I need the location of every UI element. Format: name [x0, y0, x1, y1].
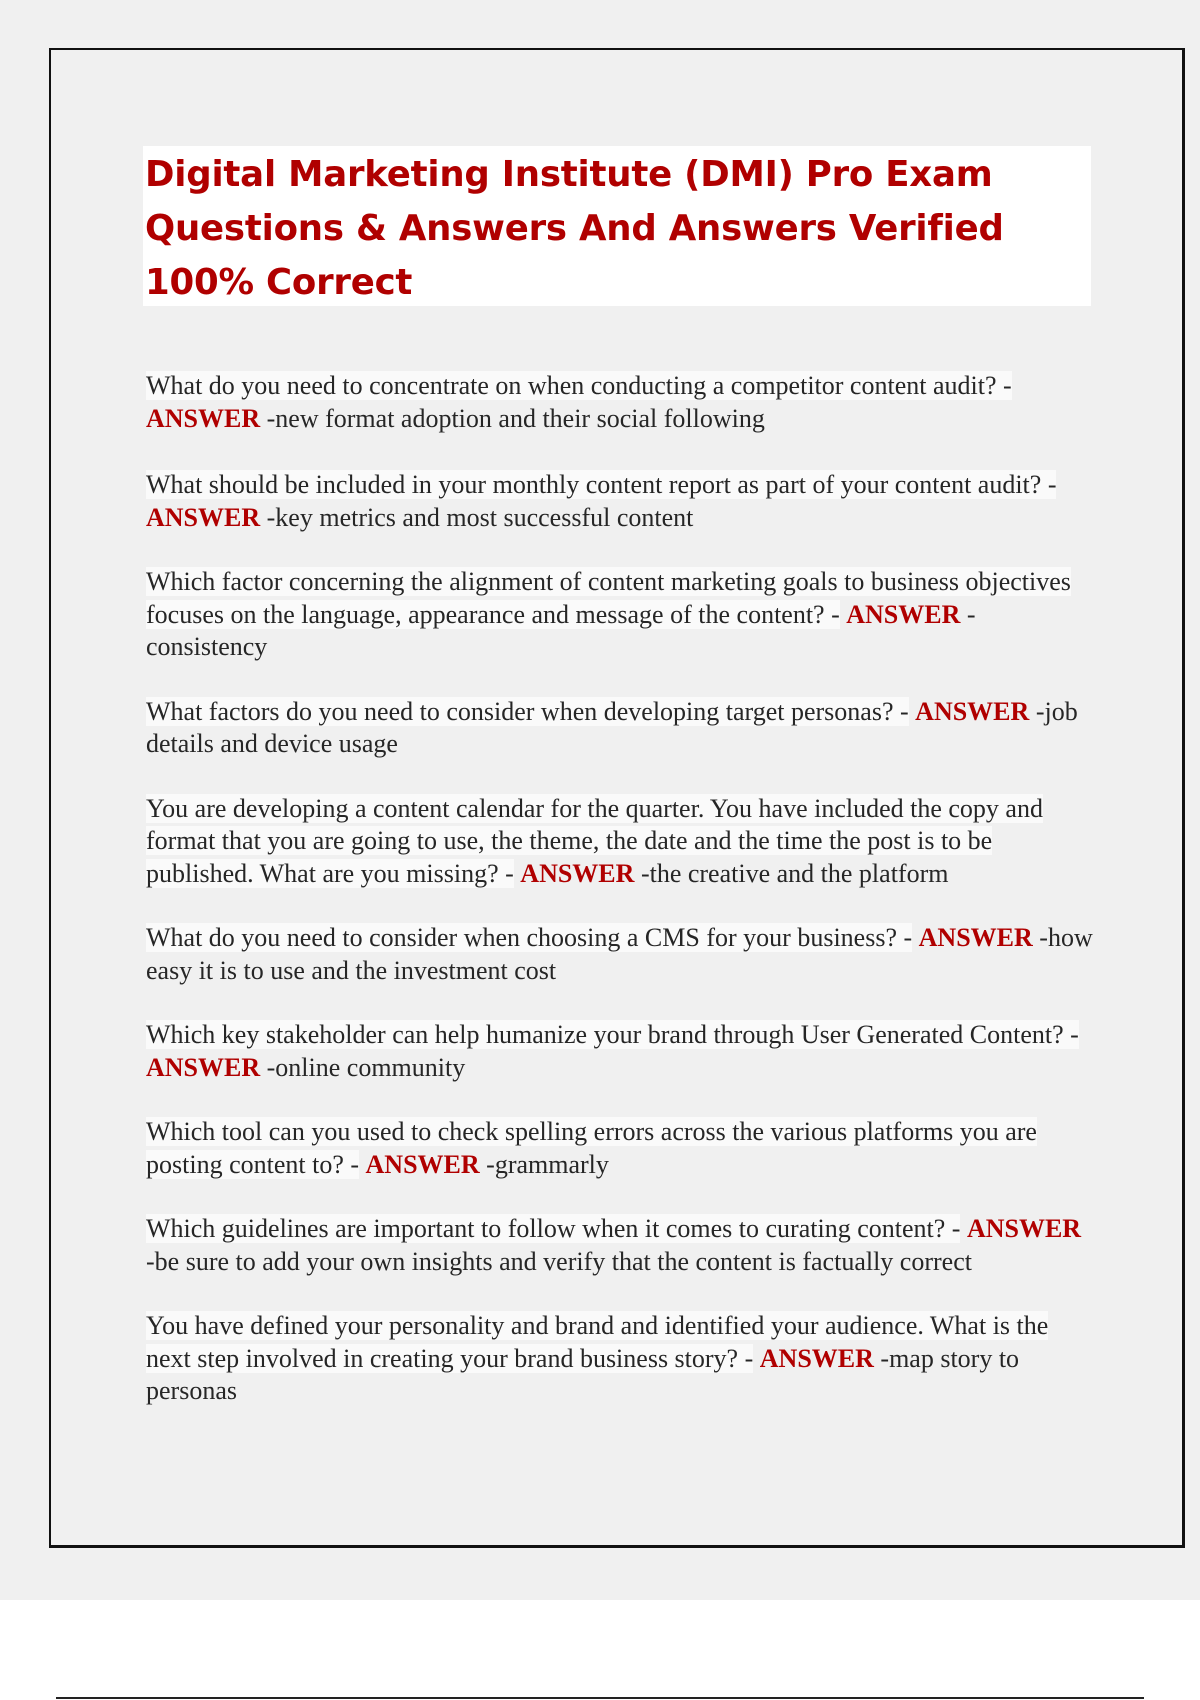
- qa-item: [146, 1116, 1096, 1181]
- title-box: [143, 146, 1091, 306]
- question-text: You have defined your personality and brand and identified your audience. What is the next step involved in creating your brand business story? -: [146, 1311, 1049, 1373]
- answer-label: ANSWER: [915, 696, 1030, 726]
- document-title: Digital Marketing Institute (DMI) Pro Exam Questions & Answers And Answers Verified 100% Correct: [145, 154, 1004, 303]
- qa-item: [146, 922, 1096, 987]
- qa-item: [146, 1310, 1096, 1408]
- answer-label: ANSWER: [146, 403, 261, 433]
- answer-text: -grammarly: [486, 1149, 609, 1179]
- answer-text: -new format adoption and their social following: [266, 403, 765, 433]
- qa-item: [146, 370, 1096, 435]
- qa-item: [146, 566, 1096, 664]
- footer-divider: [56, 1697, 1144, 1699]
- qa-list: [146, 370, 1096, 1440]
- answer-text: -map story to personas: [146, 1343, 1020, 1405]
- answer-label: ANSWER: [146, 1052, 261, 1082]
- question-text: Which tool can you used to check spelling errors across the various platforms you are posting content to? -: [146, 1117, 1037, 1179]
- question-text: What do you need to concentrate on when conducting a competitor content audit? -: [146, 371, 1012, 400]
- qa-item: [146, 793, 1096, 891]
- question-text: What factors do you need to consider when developing target personas? -: [146, 696, 909, 726]
- question-text: What do you need to consider when choosing a CMS for your business? -: [146, 923, 913, 952]
- answer-label: ANSWER: [846, 599, 961, 629]
- answer-text: -job details and device usage: [146, 696, 1078, 758]
- answer-label: ANSWER: [365, 1149, 480, 1179]
- qa-item: [146, 696, 1096, 761]
- answer-text: -be sure to add your own insights and verify that the content is factually correct: [146, 1246, 972, 1276]
- question-text: You are developing a content calendar for the quarter. You have included the copy and format that you are going to use, the theme, the date and the time the post is to be published. What are you missing? -: [146, 793, 1043, 888]
- answer-label: ANSWER: [520, 858, 635, 888]
- question-text: What should be included in your monthly content report as part of your content audit? -: [146, 470, 1057, 499]
- answer-label: ANSWER: [759, 1343, 874, 1373]
- question-text: Which key stakeholder can help humanize your brand through User Generated Content? -: [146, 1020, 1079, 1049]
- qa-item: [146, 469, 1096, 534]
- answer-text: -key metrics and most successful content: [266, 502, 694, 532]
- question-text: Which factor concerning the alignment of content marketing goals to business objectives focuses on the language, appearance and message of the content? -: [146, 567, 1071, 629]
- answer-text: -online community: [266, 1052, 466, 1082]
- answer-label: ANSWER: [966, 1214, 1082, 1243]
- answer-label: ANSWER: [146, 502, 261, 532]
- question-text: Which guidelines are important to follow when it comes to curating content? -: [146, 1214, 961, 1243]
- answer-label: ANSWER: [918, 923, 1033, 952]
- answer-text: -the creative and the platform: [640, 858, 949, 888]
- qa-item: [146, 1213, 1096, 1278]
- answer-text: -consistency: [146, 599, 976, 661]
- answer-text: -how easy it is to use and the investment cost: [146, 923, 1093, 985]
- qa-item: [146, 1019, 1096, 1084]
